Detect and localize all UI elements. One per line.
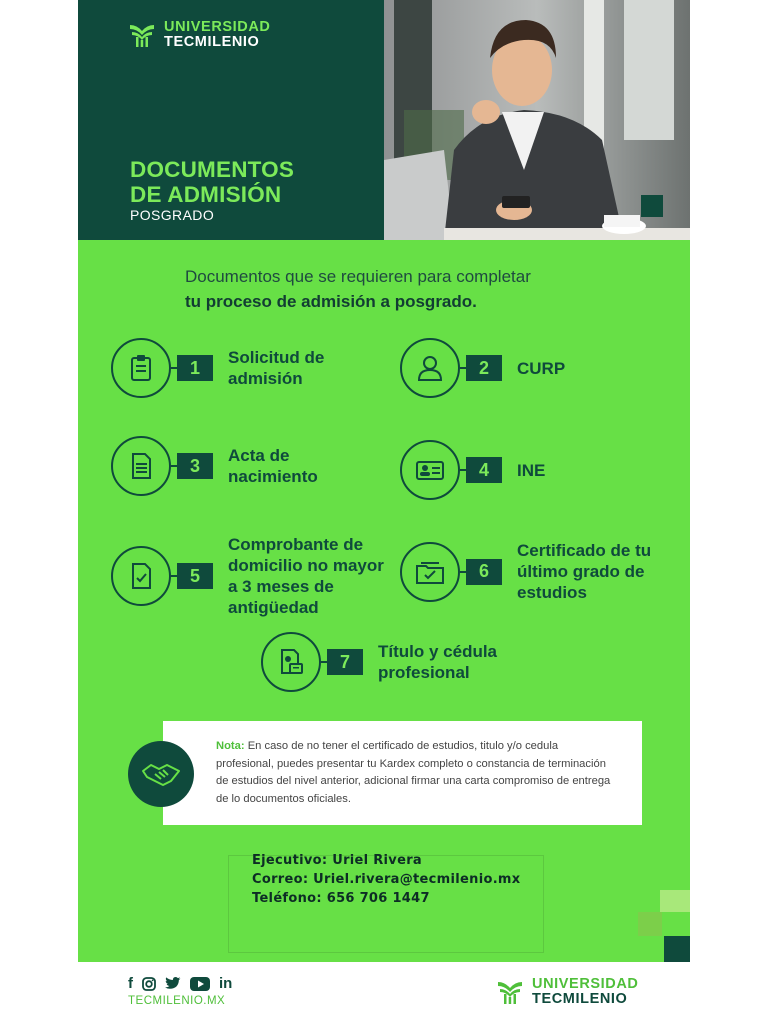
document-label: INE bbox=[517, 460, 546, 480]
document-item bbox=[400, 440, 545, 500]
folder-check-icon bbox=[414, 557, 446, 587]
linkedin-icon[interactable]: in bbox=[219, 975, 233, 992]
social-links bbox=[128, 975, 232, 992]
youtube-icon[interactable] bbox=[190, 977, 210, 991]
contact-phone[interactable]: Teléfono: 656 706 1447 bbox=[252, 891, 430, 906]
instagram-icon[interactable] bbox=[142, 977, 156, 991]
note-text bbox=[216, 738, 616, 808]
intro-line-1: Documentos que se requieren para completar bbox=[185, 267, 531, 286]
document-number: 2 bbox=[466, 355, 502, 381]
header-accent-square bbox=[641, 195, 663, 217]
footer-logo bbox=[496, 977, 639, 1007]
facebook-icon[interactable]: f bbox=[128, 975, 133, 992]
document-number: 6 bbox=[466, 559, 502, 585]
document-number: 5 bbox=[177, 563, 213, 589]
handshake-badge bbox=[128, 741, 194, 807]
document-label: Comprobante de domicilio no mayor a 3 meses de antigüedad bbox=[228, 535, 384, 617]
document-label: Certificado de tu último grado de estudios bbox=[517, 541, 652, 602]
certificate-icon bbox=[276, 647, 306, 677]
id-card-icon bbox=[414, 455, 446, 485]
logo-word-2: TECMILENIO bbox=[532, 991, 628, 1008]
title-line-2: DE ADMISIÓN bbox=[130, 182, 282, 207]
document-item bbox=[111, 534, 388, 618]
document-label: CURP bbox=[517, 358, 566, 378]
document-item bbox=[111, 338, 358, 398]
logo-word-2: TECMILENIO bbox=[164, 34, 260, 51]
intro-line-2: tu proceso de admisión a posgrado. bbox=[185, 292, 477, 311]
flyer-header bbox=[78, 0, 690, 240]
note-body: En caso de no tener el certificado de estudios, titulo y/o cedula profesional, puedes presentar tu Kardex completo o constancia de terminación de estudios del nivel anterior, adicional firmar una carta compromiso de entrega de lo documentos oficiales. bbox=[216, 740, 611, 805]
document-number: 3 bbox=[177, 453, 213, 479]
handshake-icon bbox=[141, 759, 181, 789]
page-title bbox=[130, 157, 294, 207]
clipboard-icon bbox=[126, 353, 156, 383]
title-line-1: DOCUMENTOS bbox=[130, 157, 295, 182]
tecmilenio-logo-icon bbox=[496, 978, 524, 1006]
note-keyword: Nota: bbox=[216, 740, 245, 752]
document-item bbox=[400, 338, 565, 398]
deco-square bbox=[664, 936, 690, 962]
logo-word-1: UNIVERSIDAD bbox=[164, 19, 271, 35]
document-item bbox=[400, 540, 667, 603]
deco-square bbox=[660, 890, 690, 912]
admission-flyer bbox=[78, 0, 690, 962]
document-number: 7 bbox=[327, 649, 363, 675]
document-number: 4 bbox=[466, 457, 502, 483]
document-label: Título y cédula profesional bbox=[378, 642, 498, 682]
twitter-icon[interactable] bbox=[165, 977, 181, 990]
logo-word-1: UNIVERSIDAD bbox=[532, 976, 639, 992]
intro-text bbox=[185, 264, 531, 314]
person-icon bbox=[415, 353, 445, 383]
document-label: Acta de nacimiento bbox=[228, 446, 318, 486]
note-box bbox=[163, 721, 642, 825]
header-logo bbox=[128, 20, 271, 50]
document-number: 1 bbox=[177, 355, 213, 381]
document-item bbox=[261, 632, 518, 692]
document-check-icon bbox=[126, 561, 156, 591]
document-label: Solicitud de admisión bbox=[228, 348, 325, 388]
contact-email[interactable]: Correo: Uriel.rivera@tecmilenio.mx bbox=[252, 872, 521, 887]
page-subtitle: POSGRADO bbox=[130, 207, 215, 223]
document-lines-icon bbox=[126, 451, 156, 481]
deco-square bbox=[638, 912, 662, 936]
contact-box bbox=[228, 855, 544, 953]
website-link[interactable]: TECMILENIO.MX bbox=[128, 995, 226, 1007]
document-item bbox=[111, 436, 338, 496]
executive-name: Ejecutivo: Uriel Rivera bbox=[252, 853, 422, 868]
tecmilenio-logo-icon bbox=[128, 21, 156, 49]
